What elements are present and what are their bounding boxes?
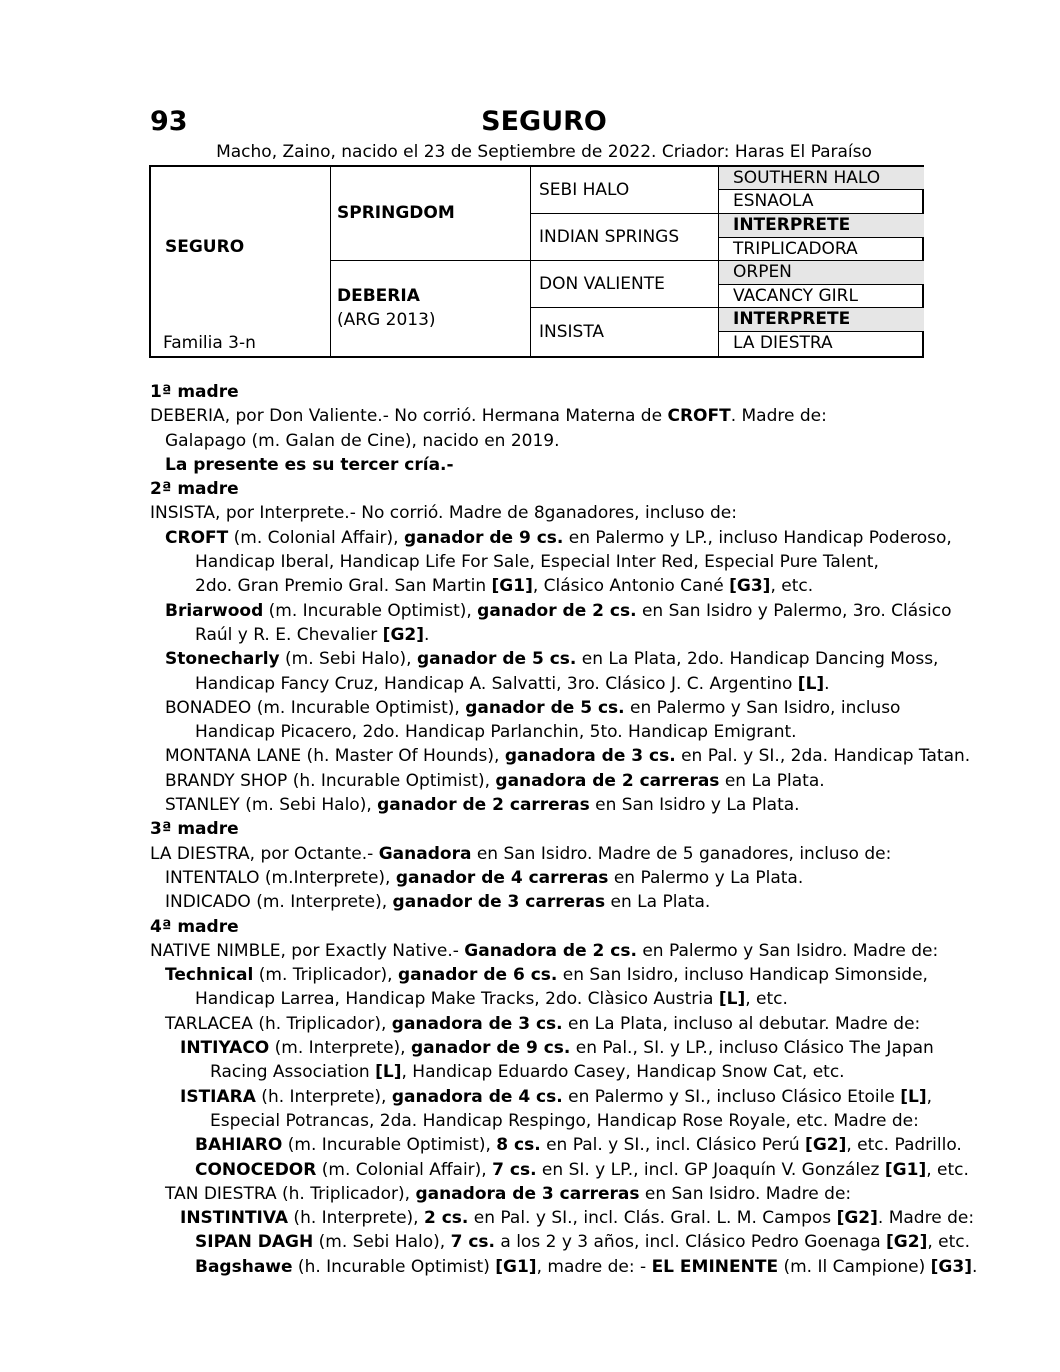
produce-line: STANLEY (m. Sebi Halo), ganador de 2 carreras en San Isidro y La Plata.: [165, 795, 800, 816]
dam-sire-cell: [531, 261, 719, 308]
produce-line: CROFT (m. Colonial Affair), ganador de 9 cs. en Palermo y LP., incluso Handicap Poderoso,: [165, 527, 952, 548]
dam-note: (ARG 2013): [337, 310, 436, 330]
lot-number: 93: [150, 106, 188, 137]
ancestor-6: VACANCY GIRL: [719, 285, 924, 308]
produce-record: [150, 380, 1050, 1279]
sire-dam-name: INDIAN SPRINGS: [539, 227, 680, 247]
ancestor-8: LA DIESTRA: [733, 333, 833, 353]
dam-dam-name: INSISTA: [539, 322, 605, 342]
ancestor-3: INTERPRETE: [719, 214, 924, 238]
produce-line: BRANDY SHOP (h. Incurable Optimist), ganadora de 2 carreras en La Plata.: [165, 770, 825, 791]
produce-line: Especial Potrancas, 2da. Handicap Respingo, Handicap Rose Royale, etc. Madre de:: [210, 1110, 919, 1131]
dam-line: NATIVE NIMBLE, por Exactly Native.- Ganadora de 2 cs. en Palermo y San Isidro. Madre de:: [150, 940, 939, 961]
produce-line: Handicap Iberal, Handicap Life For Sale, Especial Inter Red, Especial Pure Talent,: [195, 552, 879, 573]
section-title: 3ª madre: [150, 819, 239, 840]
sire-sire-name: SEBI HALO: [539, 180, 630, 200]
produce-line: Bagshawe (h. Incurable Optimist) [G1], madre de: - EL EMINENTE (m. Il Campione) [G3].: [195, 1256, 978, 1277]
produce-line: ISTIARA (h. Interprete), ganadora de 4 cs. en Palermo y SI., incluso Clásico Etoile [L],: [180, 1086, 933, 1107]
produce-line: INSTINTIVA (h. Interprete), 2 cs. en Pal. y SI., incl. Clás. Gral. L. M. Campos [G2]. Madre de:: [180, 1208, 975, 1229]
produce-line: INTIYACO (m. Interprete), ganador de 9 cs. en Pal., SI. y LP., incluso Clásico The Japan: [180, 1038, 934, 1059]
produce-line: Stonecharly (m. Sebi Halo), ganador de 5 cs. en La Plata, 2do. Handicap Dancing Moss,: [165, 649, 939, 670]
ancestor-1: SOUTHERN HALO: [719, 167, 924, 190]
section-title: 2ª madre: [150, 479, 239, 500]
produce-line: Handicap Picacero, 2do. Handicap Parlanchin, 5to. Handicap Emigrant.: [195, 722, 797, 743]
produce-line: BONADEO (m. Incurable Optimist), ganador de 5 cs. en Palermo y San Isidro, incluso: [165, 697, 901, 718]
produce-line: SIPAN DAGH (m. Sebi Halo), 7 cs. a los 2 y 3 años, incl. Clásico Pedro Goenaga [G2], etc.: [195, 1232, 971, 1253]
dam-name: DEBERIA: [337, 286, 420, 306]
dam-line: DEBERIA, por Don Valiente.- No corrió. Hermana Materna de CROFT. Madre de:: [150, 406, 827, 427]
section-title: 1ª madre: [150, 382, 239, 402]
produce-line: Racing Association [L], Handicap Eduardo Casey, Handicap Snow Cat, etc.: [210, 1062, 845, 1083]
dam-cell: [331, 261, 531, 356]
sire-sire-cell: [531, 167, 719, 214]
produce-line: Handicap Larrea, Handicap Make Tracks, 2do. Clàsico Austria [L], etc.: [195, 989, 788, 1010]
horse-description: Macho, Zaino, nacido el 23 de Septiembre de 2022. Criador: Haras El Paraíso: [216, 142, 872, 162]
horse-name: SEGURO: [481, 106, 607, 137]
produce-line: 2do. Gran Premio Gral. San Martin [G1], Clásico Antonio Cané [G3], etc.: [195, 576, 814, 597]
ancestor-5: ORPEN: [719, 261, 924, 285]
sire-dam-cell: [531, 214, 719, 261]
section-title: 4ª madre: [150, 916, 239, 937]
produce-line: Briarwood (m. Incurable Optimist), ganador de 2 cs. en San Isidro y Palermo, 3ro. Clásico: [165, 600, 952, 621]
produce-line: INTENTALO (m.Interprete), ganador de 4 carreras en Palermo y La Plata.: [165, 867, 804, 888]
produce-line: Galapago (m. Galan de Cine), nacido en 2019.: [165, 430, 560, 451]
subject-name: SEGURO: [165, 237, 245, 257]
sire-name: SPRINGDOM: [337, 203, 455, 223]
pedigree-subject-cell: [151, 167, 331, 356]
produce-line: CONOCEDOR (m. Colonial Affair), 7 cs. en SI. y LP., incl. GP Joaquín V. González [G1], etc.: [195, 1159, 969, 1180]
ancestor-4: TRIPLICADORA: [719, 238, 924, 261]
produce-line: MONTANA LANE (h. Master Of Hounds), ganadora de 3 cs. en Pal. y SI., 2da. Handicap Tatan.: [165, 746, 971, 767]
produce-line: Handicap Fancy Cruz, Handicap A. Salvatti, 3ro. Clásico J. C. Argentino [L].: [195, 673, 830, 694]
produce-line: Technical (m. Triplicador), ganador de 6 cs. en San Isidro, incluso Handicap Simonside,: [165, 965, 928, 986]
ancestor-7: INTERPRETE: [719, 308, 924, 332]
dam-line: INSISTA, por Interprete.- No corrió. Madre de 8ganadores, incluso de:: [150, 503, 737, 524]
dam-dam-cell: [531, 308, 719, 356]
produce-line: TAN DIESTRA (h. Triplicador), ganadora de 3 carreras en San Isidro. Madre de:: [165, 1183, 852, 1204]
pedigree-table: [149, 165, 924, 358]
produce-line: BAHIARO (m. Incurable Optimist), 8 cs. en Pal. y SI., incl. Clásico Perú [G2], etc. Padrillo.: [195, 1135, 962, 1156]
family-label: Familia 3-n: [163, 333, 256, 353]
dam-line: LA DIESTRA, por Octante.- Ganadora en San Isidro. Madre de 5 ganadores, incluso de:: [150, 843, 892, 864]
sire-cell: [331, 167, 531, 261]
produce-line: INDICADO (m. Interprete), ganador de 3 carreras en La Plata.: [165, 892, 711, 913]
dam-sire-name: DON VALIENTE: [539, 274, 665, 294]
produce-line: TARLACEA (h. Triplicador), ganadora de 3 cs. en La Plata, incluso al debutar. Madre de:: [165, 1013, 921, 1034]
ancestor-2: ESNAOLA: [719, 190, 924, 214]
produce-note: La presente es su tercer cría.-: [165, 454, 454, 475]
produce-line: Raúl y R. E. Chevalier [G2].: [195, 624, 430, 645]
